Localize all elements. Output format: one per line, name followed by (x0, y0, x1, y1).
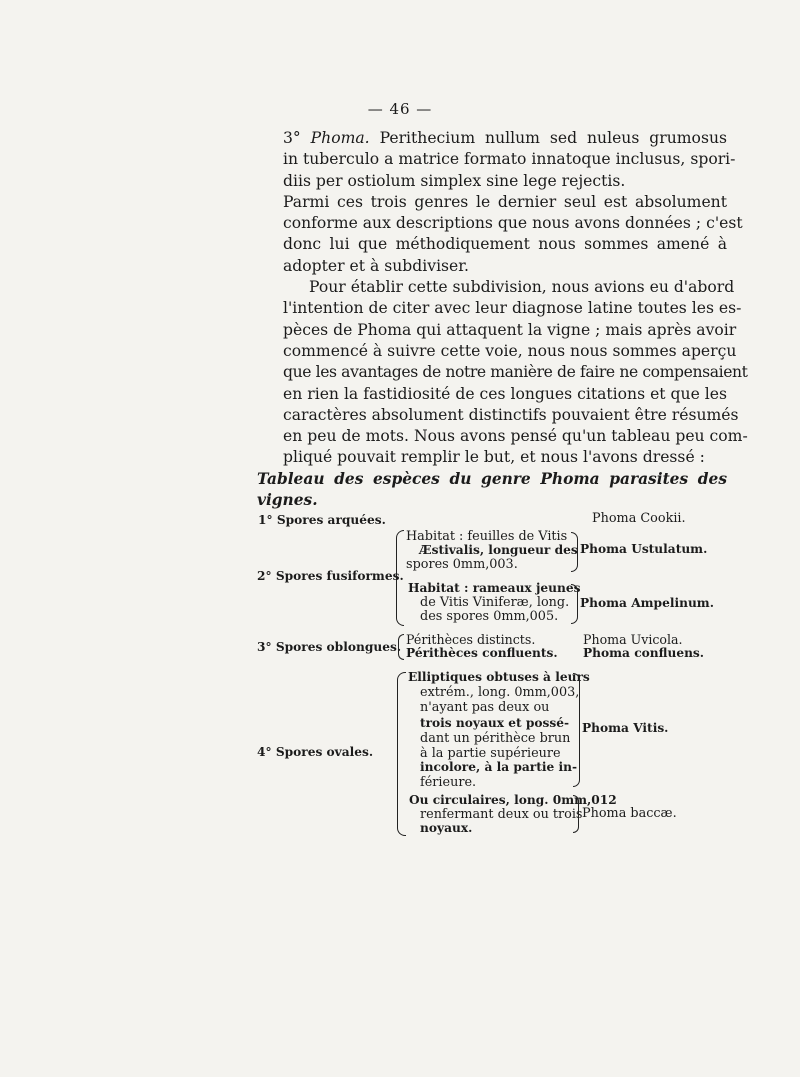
text-line: que les avantages de notre manière de faire ne compensaient (283, 363, 748, 382)
species-confluens: Phoma confluens. (583, 646, 705, 660)
text-line: conforme aux descriptions que nous avons données ; c'est (283, 214, 743, 233)
cell-line: Habitat : feuilles de Vitis (406, 529, 568, 544)
text-line: en peu de mots. Nous avons pensé qu'un tableau peu com- (283, 427, 748, 446)
text-line: pèces de Phoma qui attaquent la vigne ; mais après avoir (283, 320, 737, 339)
text-line: en rien la fastidiosité de ces longues citations et que les (283, 384, 727, 403)
cell-line: incolore, à la partie in- (420, 760, 578, 774)
species-vitis: Phoma Vitis. (582, 721, 669, 735)
cell-line: n'ayant pas deux ou (420, 700, 550, 715)
species-ampelinum: Phoma Ampelinum. (580, 596, 714, 610)
section-label: 3° (283, 129, 311, 147)
text-line: caractères absolument distinctifs pouvaient être résumés (283, 405, 739, 424)
cell-line: Ou circulaires, long. 0mm,012 (409, 793, 617, 807)
text-line: in tuberculo a matrice formato innatoque inclusus, spori- (283, 150, 736, 169)
cell-line: Æstivalis, longueur des (419, 543, 578, 557)
cell-line: spores 0mm,003. (406, 557, 518, 572)
cell-perithecia-distinct: Périthèces distincts. (406, 632, 536, 647)
text-line: l'intention de citer avec leur diagnose latine toutes les es- (283, 299, 742, 318)
text-line: commencé à suivre cette voie, nous nous sommes aperçu (283, 341, 737, 360)
right-brace (571, 584, 578, 624)
cell-line: de Vitis Viniferæ, long. (420, 595, 570, 610)
text-line: Pour établir cette subdivision, nous avions eu d'abord (309, 278, 735, 297)
left-brace (398, 634, 404, 660)
text-line: pliqué pouvait remplir le but, et nous l'avons dressé : (283, 448, 705, 467)
text-line-content: Perithecium nullum sed nuleus grumosus (379, 129, 727, 147)
cell-line: Elliptiques obtuses à leurs (408, 670, 590, 684)
cell-perithecia-confluent: Périthèces confluents. (406, 646, 558, 660)
right-brace (571, 532, 578, 572)
group-label-arquees: 1° Spores arquées. (258, 513, 386, 527)
text-line: Parmi ces trois genres le dernier seul est absolument (283, 192, 727, 211)
group-label-oblongues: 3° Spores oblongues. (257, 640, 402, 654)
cell-line: dant un périthèce brun (420, 731, 571, 746)
cell-line: noyaux. (420, 821, 473, 835)
species-cookii: Phoma Cookii. (592, 511, 686, 526)
genus-name: Phoma. (310, 129, 370, 147)
page-number: — 46 — (367, 100, 433, 118)
species-ustulatum: Phoma Ustulatum. (580, 542, 708, 556)
left-brace (397, 672, 406, 836)
species-uvicola: Phoma Uvicola. (583, 632, 683, 647)
table-caption: Tableau des espèces du genre Phoma parasites des vignes. (257, 469, 727, 510)
right-brace (573, 673, 580, 787)
cell-line: férieure. (420, 775, 477, 790)
group-label-fusiformes: 2° Spores fusiformes. (257, 569, 404, 583)
cell-line: trois noyaux et possé- (420, 716, 570, 730)
cell-line: extrém., long. 0mm,003, (420, 685, 580, 700)
cell-line: Habitat : rameaux jeunes (408, 581, 581, 595)
text-line: adopter et à subdiviser. (283, 256, 469, 275)
cell-line: à la partie supérieure (420, 746, 561, 761)
cell-line: renfermant deux ou trois (420, 807, 583, 822)
species-baccae: Phoma baccæ. (582, 806, 677, 821)
cell-line: des spores 0mm,005. (420, 609, 559, 624)
group-label-ovales: 4° Spores ovales. (257, 745, 374, 759)
right-brace (573, 795, 579, 833)
text-line: diis per ostiolum simplex sine lege rejectis. (283, 171, 626, 190)
text-line: donc lui que méthodiquement nous sommes amené à (283, 235, 727, 254)
